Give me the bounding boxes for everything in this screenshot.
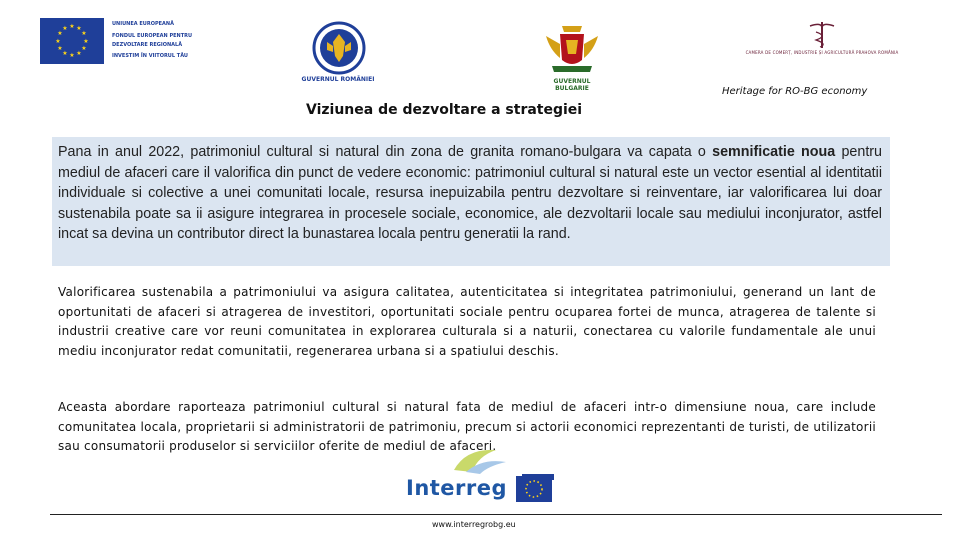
romanian-government-logo [298,20,378,86]
eu-flag-small-icon [516,476,552,502]
svg-text:★: ★ [76,25,82,32]
interreg-logo [406,440,556,502]
vision-text-end: pentru mediul de afaceri care il valorifica din punct de vedere economic: patrimoniul cultural si natural este un vector esential al identitatii individuale si colective a unei comunitati locale, resursa inepuizabila pentru dezvoltare si reinventare, iar valorificarea lui doar sustenabila poate sa ii asigure integrarea in procesele sociale, economice, ale dezvoltarii locale sau mediului inconjurator, astfel incat sa devina un contributor direct la bunastarea locala pentru generatii la rand. [58,144,883,242]
eu-flag-icon [40,18,104,64]
footer-divider [50,514,942,515]
svg-text:★: ★ [69,52,75,59]
bulgarian-government-logo [536,20,608,92]
eu-line-4: INVESTIM ÎN VIITORUL TĂU [112,53,188,59]
svg-text:★: ★ [57,45,63,52]
interreg-emblem-icon [406,440,556,480]
svg-text:★: ★ [69,23,75,30]
interreg-wordmark: Interreg [406,476,508,500]
romanian-government-caption: GUVERNUL ROMÂNIEI [301,76,375,83]
eu-erdf-logo [40,18,264,70]
svg-text:★: ★ [83,38,89,45]
svg-text:★: ★ [76,50,82,57]
project-tagline: Heritage for RO-BG economy [722,86,868,97]
romania-seal-icon [298,20,378,76]
vision-highlight-box [52,137,890,266]
svg-text:★: ★ [81,45,87,52]
caduceus-icon [742,20,902,50]
eu-line-3: DEZVOLTARE REGIONALĂ [112,42,183,48]
chamber-of-commerce-logo [742,20,902,68]
chamber-of-commerce-caption: CAMERA DE COMERȚ, INDUSTRIE ȘI AGRICULTURĂ PRAHOVA ROMÂNIA [745,50,899,55]
svg-text:★: ★ [62,25,68,32]
eu-logo-text [112,20,262,61]
svg-text:★: ★ [62,50,68,57]
svg-text:★: ★ [55,38,61,45]
svg-text:★: ★ [81,30,87,37]
bulgarian-government-caption: GUVERNUL BULGARIE [553,78,591,92]
page-title: Viziunea de dezvoltare a strategiei [306,102,583,118]
eu-line-1: UNIUNEA EUROPEANĂ [112,21,174,27]
footer-website-link[interactable]: www.interregrobg.eu [432,520,516,529]
vision-text-bold: semnificatie noua [712,144,836,160]
paragraph-valorificarea: Valorificarea sustenabila a patrimoniului va asigura calitatea, autenticitatea si integritatea patrimoniului, generand un lant de oportunitati de afaceri si atragerea de investitori, oportunitati sociale pentru ocuparea fortei de munca, atragerea de talente si industrii creative care vor reuni comunitatea in explorarea culturala si a naturii, conectarea cu valorile fundamentale ale unui mediu inconjurator redat comunitatii, regenerarea urbana si a spatiului deschis. [58,285,876,358]
svg-text:★: ★ [57,30,63,37]
vision-text-start: Pana in anul 2022, patrimoniul cultural si natural din zona de granita romano-bulgara va capata o [58,144,713,160]
eu-line-2: FONDUL EUROPEAN PENTRU [112,33,193,39]
paragraph-abordare: Aceasta abordare raporteaza patrimoniul cultural si natural fata de mediul de afaceri intr-o dimensiune noua, care include comunitatea locala, proprietarii si administratorii de patrimoniu, precum si actorii economici reprezentanti de turisti, de utilizatorii sau consumatorii produselor si serviciilor oferite de mediul de afaceri. [58,400,876,453]
bulgaria-coat-of-arms-icon [536,20,608,78]
